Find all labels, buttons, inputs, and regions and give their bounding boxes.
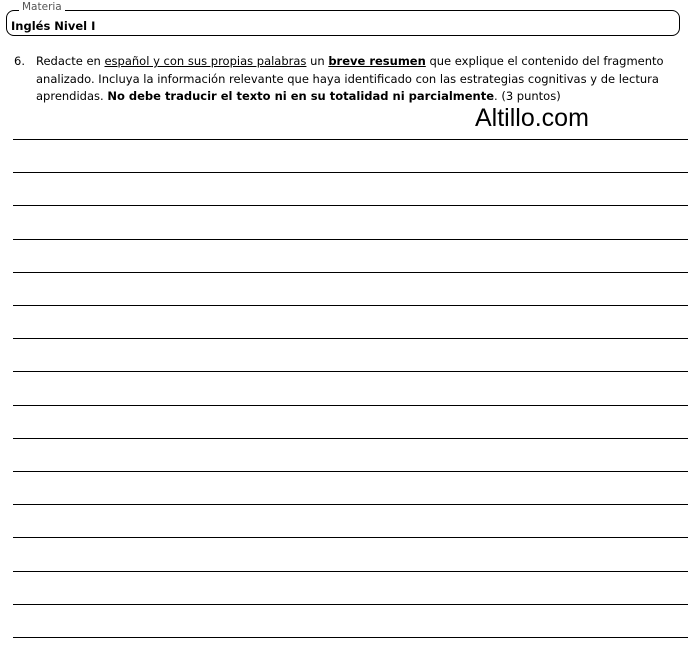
materia-value: Inglés Nivel I [11,19,96,33]
answer-line [13,537,688,538]
watermark-logo: Altillo.com [475,104,589,132]
answer-line [13,604,688,605]
answer-line [13,272,688,273]
question-text-part: que explique el contenido del fragmento analizado. Incluya la información relevante que haya identificado con las estrategias cognitivas y de lectura aprendidas. [36,54,664,103]
question-text-part: un [306,54,329,68]
answer-line [13,637,688,638]
materia-box [6,10,680,36]
question-text-part: Redacte en [36,54,105,68]
answer-line [13,139,688,140]
answer-line [13,571,688,572]
answer-line [13,338,688,339]
materia-label: Materia [19,1,65,13]
bold-underlined-phrase: breve resumen [328,54,426,68]
answer-line [13,471,688,472]
answer-line [13,239,688,240]
answer-line [13,405,688,406]
answer-line [13,504,688,505]
question-number: 6. [14,54,25,68]
question-text-part: . (3 puntos) [494,89,561,103]
bold-instruction: No debe traducir el texto ni en su totalidad ni parcialmente [107,89,495,103]
answer-line [13,371,688,372]
answer-line [13,205,688,206]
answer-line [13,305,688,306]
question-text [36,53,676,106]
answer-line [13,172,688,173]
underlined-phrase: español y con sus propias palabras [104,54,307,68]
answer-line [13,438,688,439]
